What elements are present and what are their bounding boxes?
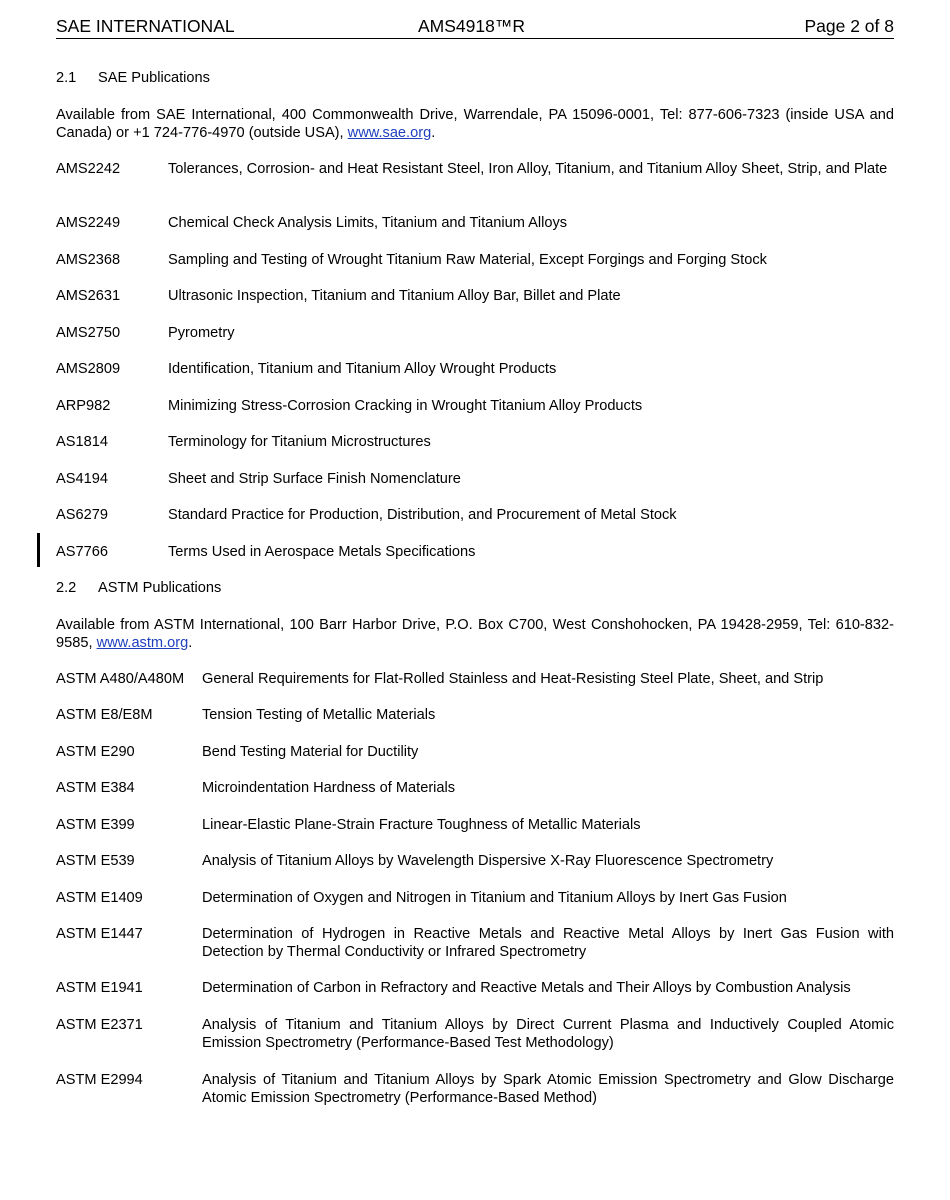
reference-item (56, 470, 894, 488)
reference-code: ASTM E290 (56, 744, 135, 760)
reference-code: ASTM E399 (56, 817, 135, 833)
availability-text: Available from SAE International, 400 Commonwealth Drive, Warrendale, PA 15096-0001, Tel: 877-606-7323 (inside USA and Canada) or +1 724-776-4970 (outside USA), (56, 107, 894, 141)
reference-title: Tolerances, Corrosion- and Heat Resistant Steel, Iron Alloy, Titanium, and Titanium Alloy Sheet, Strip, and Plate (168, 161, 888, 177)
reference-item (56, 360, 894, 378)
reference-title: Standard Practice for Production, Distribution, and Procurement of Metal Stock (168, 507, 677, 523)
reference-code: AMS2750 (56, 325, 121, 341)
reference-item (56, 1016, 894, 1052)
reference-title: Microindentation Hardness of Materials (202, 780, 456, 796)
reference-title: Pyrometry (168, 325, 235, 341)
reference-code: AS6279 (56, 507, 108, 523)
reference-title: Minimizing Stress-Corrosion Cracking in Wrought Titanium Alloy Products (168, 398, 643, 414)
reference-title: Analysis of Titanium and Titanium Alloys by Spark Atomic Emission Spectrometry and Glow Discharge Atomic Emission Spectrometry (Performance-Based Method) (202, 1072, 894, 1106)
reference-item (56, 816, 894, 834)
reference-code: AMS2631 (56, 288, 121, 304)
period: . (188, 635, 193, 651)
reference-code: AMS2809 (56, 361, 121, 377)
reference-item (56, 779, 894, 797)
reference-title: General Requirements for Flat-Rolled Stainless and Heat-Resisting Steel Plate, Sheet, and Strip (202, 671, 824, 687)
reference-code: AMS2242 (56, 161, 121, 177)
reference-code: ASTM E539 (56, 853, 135, 869)
reference-title: Bend Testing Material for Ductility (202, 744, 419, 760)
reference-title: Sampling and Testing of Wrought Titanium Raw Material, Except Forgings and Forging Stock (168, 252, 767, 268)
reference-item (56, 287, 894, 305)
reference-title: Determination of Carbon in Refractory and Reactive Metals and Their Alloys by Combustion Analysis (202, 980, 851, 996)
reference-title: Chemical Check Analysis Limits, Titanium and Titanium Alloys (168, 215, 568, 231)
reference-item (56, 506, 894, 524)
reference-item (56, 397, 894, 415)
period: . (431, 125, 436, 141)
reference-item (56, 160, 894, 178)
reference-item (56, 543, 894, 561)
reference-code: ASTM E384 (56, 780, 135, 796)
astm-availability-paragraph (56, 616, 894, 652)
reference-code: AS7766 (56, 544, 108, 560)
reference-code: AS1814 (56, 434, 108, 450)
reference-title: Tension Testing of Metallic Materials (202, 707, 436, 723)
reference-item (56, 979, 894, 997)
reference-item (56, 670, 894, 688)
reference-item (56, 852, 894, 870)
revision-change-bar (37, 533, 40, 567)
astm-website-link[interactable]: www.astm.org (96, 635, 189, 651)
reference-title: Determination of Hydrogen in Reactive Metals and Reactive Metal Alloys by Inert Gas Fusion with Detection by Thermal Conductivity or Infrared Spectrometry (202, 926, 894, 960)
section-title: SAE Publications (98, 70, 210, 86)
reference-title: Ultrasonic Inspection, Titanium and Titanium Alloy Bar, Billet and Plate (168, 288, 621, 304)
reference-title: Identification, Titanium and Titanium Alloy Wrought Products (168, 361, 557, 377)
reference-code: ASTM A480/A480M (56, 671, 185, 687)
reference-title: Analysis of Titanium and Titanium Alloys by Direct Current Plasma and Inductively Coupled Atomic Emission Spectrometry (Performance-Based Test Methodology) (202, 1017, 894, 1051)
reference-item (56, 889, 894, 907)
reference-title: Terms Used in Aerospace Metals Specifications (168, 544, 476, 560)
header-publisher: SAE INTERNATIONAL (56, 16, 235, 36)
reference-title: Linear-Elastic Plane-Strain Fracture Toughness of Metallic Materials (202, 817, 641, 833)
reference-title: Determination of Oxygen and Nitrogen in Titanium and Titanium Alloys by Inert Gas Fusion (202, 890, 787, 906)
reference-item (56, 743, 894, 761)
reference-item (56, 1071, 894, 1107)
section-heading-sae (56, 69, 210, 87)
header-document-number: AMS4918™R (418, 16, 525, 36)
availability-text: Available from ASTM International, 100 Barr Harbor Drive, P.O. Box C700, West Conshohocken, PA 19428-2959, Tel: 610-832-9585, (56, 617, 894, 651)
sae-website-link[interactable]: www.sae.org (347, 125, 432, 141)
reference-item (56, 433, 894, 451)
section-title: ASTM Publications (98, 580, 222, 596)
section-number: 2.2 (56, 580, 77, 596)
reference-code: AMS2249 (56, 215, 121, 231)
reference-code: ASTM E8/E8M (56, 707, 153, 723)
reference-item (56, 324, 894, 342)
sae-availability-paragraph (56, 106, 894, 142)
reference-item (56, 706, 894, 724)
reference-code: ASTM E1409 (56, 890, 143, 906)
reference-code: ASTM E1941 (56, 980, 143, 996)
section-heading-astm (56, 579, 221, 597)
reference-item (56, 214, 894, 232)
reference-code: ARP982 (56, 398, 111, 414)
reference-title: Sheet and Strip Surface Finish Nomenclature (168, 471, 461, 487)
section-number: 2.1 (56, 70, 77, 86)
reference-code: ASTM E2371 (56, 1017, 143, 1033)
document-page (56, 0, 894, 1106)
reference-item (56, 251, 894, 269)
reference-code: ASTM E1447 (56, 926, 143, 942)
reference-code: AS4194 (56, 471, 108, 487)
reference-item (56, 925, 894, 961)
reference-code: ASTM E2994 (56, 1072, 143, 1088)
reference-code: AMS2368 (56, 252, 121, 268)
reference-title: Terminology for Titanium Microstructures (168, 434, 431, 450)
reference-title: Analysis of Titanium Alloys by Wavelength Dispersive X-Ray Fluorescence Spectrometry (202, 853, 774, 869)
page-header (56, 0, 894, 39)
header-page-number: Page 2 of 8 (804, 16, 894, 36)
